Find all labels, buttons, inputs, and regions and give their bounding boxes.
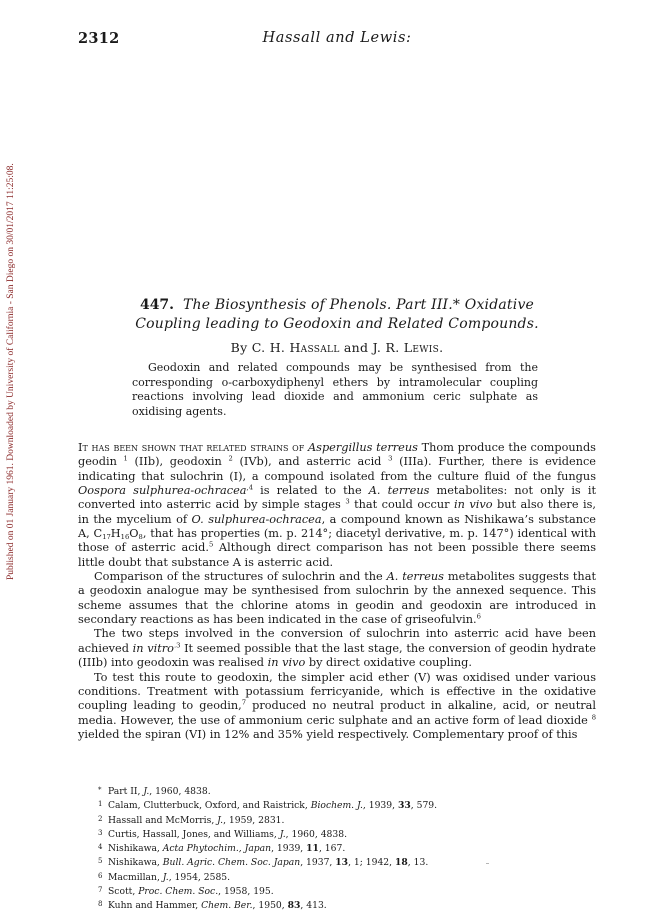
text-run: 18	[395, 857, 408, 869]
paragraph-4	[78, 671, 596, 743]
text-run: It has been shown that related strains of	[78, 441, 308, 454]
title-line-1-text: The Biosynthesis of Phenols. Part III.* Oxidative	[182, 297, 535, 313]
text-run: ,4	[246, 483, 254, 492]
author2-initials: J. R.	[372, 340, 400, 355]
text-run: Oospora sulphurea-ochracea	[78, 484, 247, 498]
paragraph-1	[78, 441, 596, 570]
text-run: by direct oxidative coupling.	[305, 656, 472, 670]
text-run: 2	[228, 454, 233, 463]
footnote	[98, 841, 596, 855]
text-run: Proc. Chem. Soc.	[138, 886, 219, 898]
title-line-2	[78, 315, 596, 334]
text-run: Curtis, Hassall, Jones, and Williams,	[108, 828, 280, 840]
text-run: in vitro	[132, 641, 174, 655]
text-run: , that has properties (m. p. 214°; diacetyl derivative, m. p. 147°) identical with those of asterric acid.	[78, 527, 596, 555]
text-run: 4	[98, 843, 103, 852]
text-run: J.	[217, 814, 224, 826]
text-run: It seemed possible that the last stage, the conversion of geodin hydrate (IIIb) into geodoxin was realised	[78, 641, 596, 670]
text-run: , 167.	[318, 843, 346, 855]
text-run: 8	[98, 900, 103, 909]
author1-surname: Hassall	[289, 340, 340, 355]
text-run: 17	[102, 533, 111, 542]
text-run: 3	[98, 828, 103, 837]
text-run: , 1939,	[271, 843, 307, 855]
text-run: , 1937,	[300, 857, 336, 869]
text-run: , 1958, 195.	[218, 886, 274, 898]
text-run: , 579.	[410, 800, 438, 812]
footnote	[98, 784, 596, 798]
text-run: , 1954, 2585.	[168, 871, 231, 883]
text-run: in vivo	[453, 498, 493, 512]
text-run: 3	[388, 454, 393, 463]
text-run: metabolites: not only is it converted into asterric acid by simple stages	[78, 484, 597, 512]
author2-surname: Lewis.	[403, 340, 444, 355]
text-run: (IVb), and asterric acid	[232, 455, 389, 469]
text-run: J.	[279, 828, 286, 840]
text-run: is related to the	[253, 484, 369, 498]
and-label: and	[343, 340, 369, 355]
text-run: To test this route to geodoxin, the simpler acid ether (V) was oxidised under various conditions. Treatment with potassium ferricyanide, which is effective in the oxidative coupling leading to geodin,	[78, 670, 596, 713]
title-line-2-text: Coupling leading to Geodoxin and Related Compounds.	[135, 316, 539, 332]
text-run: J.	[162, 871, 169, 883]
footnote	[98, 827, 596, 841]
text-run: 2	[98, 814, 103, 823]
text-run: in vivo	[267, 656, 306, 670]
text-run: Macmillan,	[108, 871, 163, 883]
text-run: 33	[397, 800, 411, 812]
text-run: .3	[173, 641, 181, 650]
text-run: 3	[345, 497, 350, 506]
paragraph-2	[78, 570, 596, 627]
author-line	[78, 340, 596, 355]
download-watermark	[6, 110, 16, 580]
scan-speck	[486, 863, 489, 864]
text-run: A. terreus	[386, 570, 444, 584]
page-number: 2312	[78, 30, 120, 47]
text-run: 1	[98, 800, 103, 809]
text-run: , 1959, 2831.	[223, 814, 285, 826]
text-run: Scott,	[108, 886, 139, 898]
text-run: (IIb), geodoxin	[127, 455, 229, 469]
text-run: Chem. Ber.	[201, 900, 253, 912]
text-run: , 13.	[407, 857, 429, 869]
footnote	[98, 870, 596, 884]
text-run: Bull. Agric. Chem. Soc. Japan	[162, 857, 301, 869]
text-run: 83	[287, 900, 301, 912]
text-run: Nishikawa,	[108, 843, 163, 855]
text-run: 6	[476, 612, 481, 621]
footnote	[98, 813, 596, 827]
text-run: 5	[208, 540, 214, 549]
text-run: , 1960, 4838.	[285, 828, 348, 840]
text-run: O	[129, 527, 139, 541]
footnote	[98, 855, 596, 869]
text-run: O. sulphurea-ochracea	[191, 512, 322, 526]
text-run: , 1939,	[362, 800, 398, 812]
footnote	[98, 898, 596, 912]
text-run: 7	[241, 698, 247, 707]
text-run: (IIIa). Further, there is evidence indicating that sulochrin (I), a compound isolated from the culture fluid of the fungus	[78, 455, 596, 483]
article-number: 447.	[139, 297, 175, 313]
text-run: Thom produce the compounds geodin	[78, 441, 596, 469]
author1-initials: C. H.	[251, 340, 286, 355]
text-run: , 1960, 4838.	[149, 786, 211, 797]
download-watermark-text: Published on 01 January 1961. Downloaded by University of California - San Diego on 30/01/2017 11:25:08.	[6, 163, 16, 580]
text-run: J.	[143, 786, 150, 797]
text-run: 5	[98, 857, 103, 866]
text-run: that could occur	[349, 498, 454, 512]
footnote	[98, 884, 596, 898]
title-line-1	[78, 296, 596, 315]
footnotes	[98, 784, 596, 913]
text-run: Biochem. J.	[310, 800, 363, 812]
text-run: Part II,	[108, 786, 144, 797]
text-run: 6	[98, 871, 103, 880]
footnote	[98, 798, 596, 812]
text-run: , 1950,	[252, 900, 288, 912]
text-run: 7	[98, 886, 103, 895]
text-run: H	[110, 527, 121, 541]
text-run: 16	[120, 533, 130, 542]
text-run: Although direct comparison has not been possible there seems little doubt that substance A is asterric acid.	[78, 541, 596, 569]
article-body	[78, 441, 596, 742]
text-run: 1	[123, 454, 128, 463]
page-header	[78, 30, 596, 50]
abstract: Geodoxin and related compounds may be synthesised from the corresponding o-carboxydiphenyl ethers by intramolecular coupling reactions involving lead dioxide and ammonium ceric sulphate as oxidising agents.	[132, 361, 538, 418]
text-run: , 1; 1942,	[348, 857, 395, 869]
text-run: The two steps involved in the conversion of sulochrin into asterric acid have been achieved	[78, 627, 596, 655]
text-run: Calam, Clutterbuck, Oxford, and Raistrick,	[108, 800, 311, 812]
by-label: By	[230, 340, 248, 355]
text-run: 11	[306, 843, 319, 855]
text-run: 8	[591, 712, 596, 721]
text-run: Kuhn and Hammer,	[108, 900, 202, 912]
text-run: , a compound known as Nishikawa’s substance A, C	[78, 512, 596, 541]
text-run: produced no neutral product in alkaline, acid, or neutral media. However, the use of ammonium ceric sulphate and an active form of lead dioxide	[78, 699, 596, 727]
text-run: Comparison of the structures of sulochrin and the	[94, 570, 387, 584]
text-run: Aspergillus terreus	[307, 441, 418, 454]
text-run: 13	[335, 857, 349, 869]
text-run: , 413.	[300, 900, 327, 912]
text-run: Hassall and McMorris,	[108, 814, 218, 826]
running-title: Hassall and Lewis:	[262, 30, 412, 46]
text-run: 8	[138, 533, 143, 542]
text-run: A. terreus	[368, 484, 430, 498]
paragraph-3	[78, 627, 596, 670]
text-run: Nishikawa,	[108, 857, 163, 869]
text-run: metabolites suggests that a geodoxin analogue may be synthesised from sulochrin by the annexed sequence. This scheme assumes that the chlorine atoms in geodin and geodoxin are introduced in secondary reactions as has been indicated in the case of griseofulvin.	[78, 570, 596, 627]
text-run: but also there is, in the mycelium of	[78, 498, 596, 526]
text-run: *	[98, 786, 102, 794]
text-run: Acta Phytochim., Japan	[162, 843, 272, 855]
article-title	[78, 296, 596, 334]
text-run: yielded the spiran (VI) in 12% and 35% yield respectively. Complementary proof of this	[78, 727, 578, 741]
